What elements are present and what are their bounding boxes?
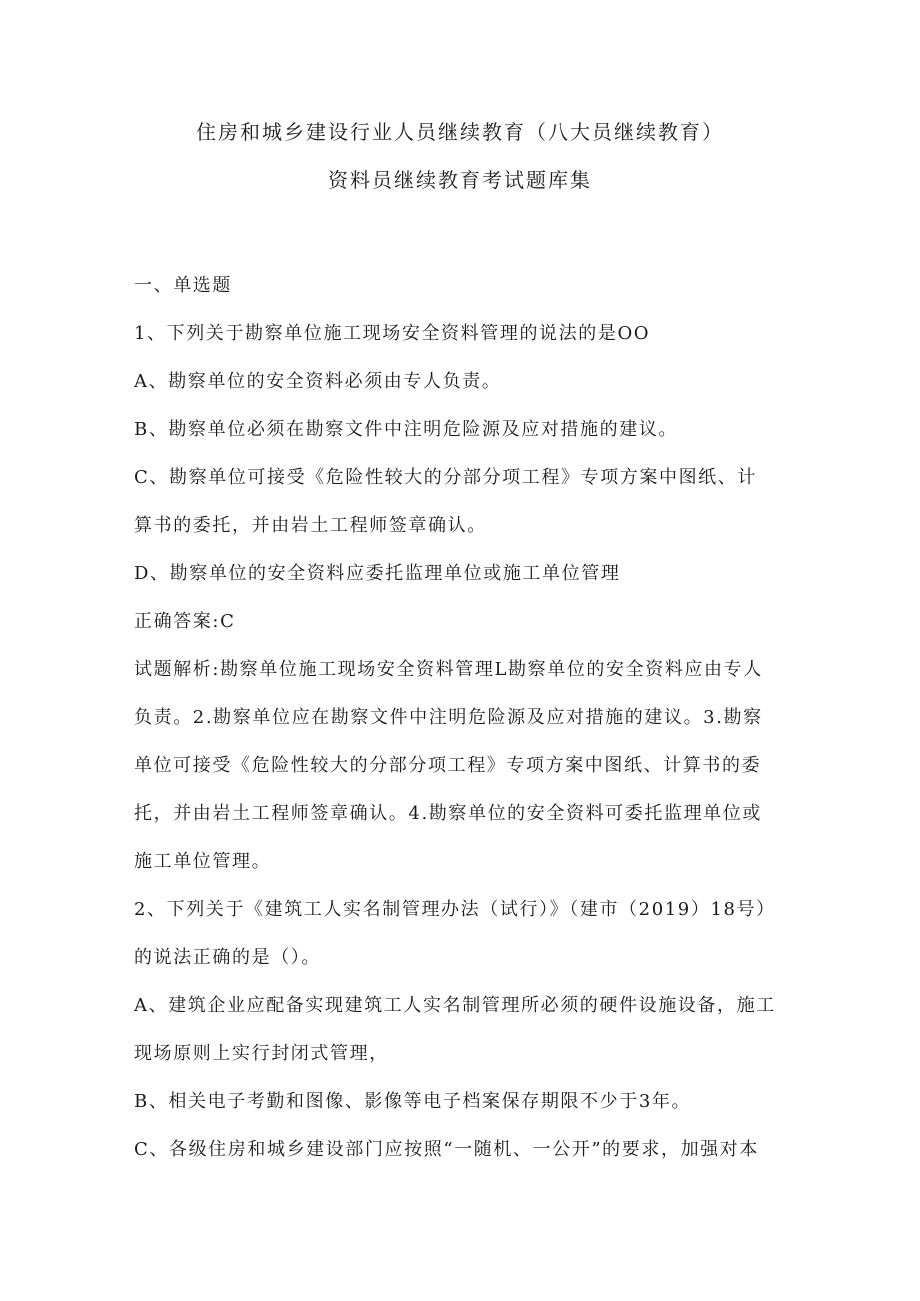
document-title-line-2: 资料员继续教育考试题库集	[328, 168, 592, 192]
question-2-option-b: B、相关电子考勤和图像、影像等电子档案保存期限不少于3年。	[134, 1091, 692, 1112]
question-2-option-a: A、建筑企业应配备实现建筑工人实名制管理所必须的硬件设施设备，施工	[134, 995, 776, 1016]
document-body	[134, 262, 794, 1174]
question-1-option-d: D、勘察单位的安全资料应委托监理单位或施工单位管理	[134, 563, 621, 584]
question-2-option-a-continued: 现场原则上实行封闭式管理，	[134, 1043, 389, 1064]
document-title-line-1: 住房和城乡建设行业人员继续教育（八大员继续教育）	[196, 120, 724, 144]
question-1-option-c: C、勘察单位可接受《危险性较大的分部分项工程》专项方案中图纸、计	[134, 467, 757, 488]
question-1-option-a: A、勘察单位的安全资料必须由专人负责。	[134, 371, 502, 392]
question-2-stem-continued: 的说法正确的是（）。	[134, 947, 321, 968]
question-2-stem: 2、下列关于《建筑工人实名制管理办法（试行）》（建市（2019）18号）	[134, 899, 776, 920]
question-1-stem: 1、下列关于勘察单位施工现场安全资料管理的说法的是OO	[134, 323, 651, 344]
question-1-option-b: B、勘察单位必须在勘察文件中注明危险源及应对措施的建议。	[134, 419, 679, 440]
question-1-analysis: 试题解析:勘察单位施工现场安全资料管理L勘察单位的安全资料应由专人	[134, 659, 763, 680]
question-1-analysis-continued: 施工单位管理。	[134, 851, 272, 872]
question-1-option-c-continued: 算书的委托，并由岩土工程师签章确认。	[134, 515, 487, 536]
question-1-analysis-continued: 托，并由岩土工程师签章确认。4.勘察单位的安全资料可委托监理单位或	[134, 803, 762, 824]
question-1-analysis-continued: 单位可接受《危险性较大的分部分项工程》专项方案中图纸、计算书的委	[134, 755, 762, 776]
question-1-answer: 正确答案:C	[134, 611, 236, 632]
question-2-option-c: C、各级住房和城乡建设部门应按照“一随机、一公开”的要求，加强对本	[134, 1139, 759, 1160]
section-heading: 一、单选题	[134, 275, 232, 296]
question-1-analysis-continued: 负责。2.勘察单位应在勘察文件中注明危险源及应对措施的建议。3.勘察	[134, 707, 763, 728]
